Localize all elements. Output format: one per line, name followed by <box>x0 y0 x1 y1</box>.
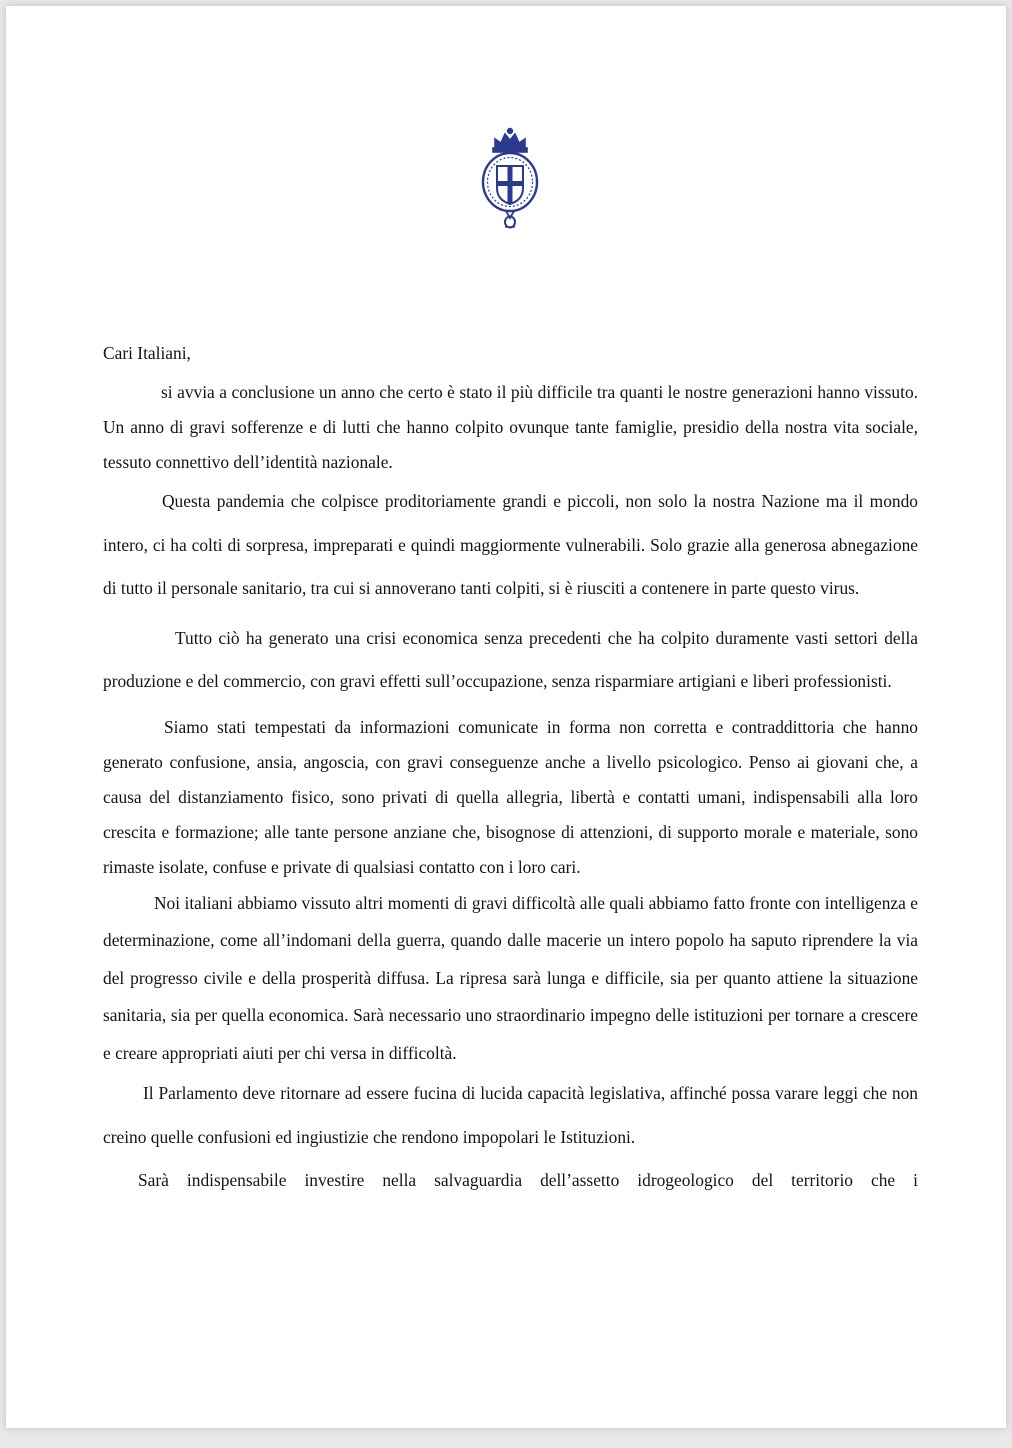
letter-paragraph-7: Sarà indispensabile investire nella salvaguardia dell’assetto idrogeologico del territorio che i <box>138 1170 918 1190</box>
letter-paragraph-1: si avvia a conclusione un anno che certo è stato il più difficile tra quanti le nostre generazioni hanno vissuto. Un anno di gravi sofferenze e di lutti che hanno colpito ovunque tante famiglie, presidio della nostra vita sociale, tessuto connettivo dell’identità nazionale. <box>103 382 918 472</box>
letter-paragraph-6: Il Parlamento deve ritornare ad essere fucina di lucida capacità legislativa, affinché possa varare leggi che non creino quelle confusioni ed ingiustizie che rendono impopolari le Istituzioni. <box>103 1083 918 1147</box>
letter-greeting: Cari Italiani, <box>103 343 191 363</box>
letter-paragraph-3: Tutto ciò ha generato una crisi economica senza precedenti che ha colpito duramente vasti settori della produzione e del commercio, con gravi effetti sull’occupazione, senza risparmiare artigiani e liberi professionisti. <box>103 627 918 691</box>
savoy-crowned-shield-icon <box>478 126 542 230</box>
letter-paragraph-2: Questa pandemia che colpisce proditoriamente grandi e piccoli, non solo la nostra Nazione ma il mondo intero, ci ha colti di sorpresa, impreparati e quindi maggiormente vulnerabili. Solo grazie alla generosa abnegazione di tutto il personale sanitario, tra cui si annoverano tanti colpiti, si è riusciti a contenere in parte questo virus. <box>103 491 918 598</box>
letter-page <box>6 6 1006 1428</box>
letter-paragraph-4: Siamo stati tempestati da informazioni comunicate in forma non corretta e contraddittoria che hanno generato confusione, ansia, angoscia, con gravi conseguenze anche a livello psicologico. Penso ai giovani che, a causa del distanziamento fisico, sono privati di quella allegria, libertà e contatti umani, indispensabili alla loro crescita e formazione; alle tante persone anziane che, bisognose di attenzioni, di supporto morale e materiale, sono rimaste isolate, confuse e private di qualsiasi contatto con i loro cari. <box>103 716 918 877</box>
letter-body <box>103 336 918 1198</box>
letter-paragraph-5: Noi italiani abbiamo vissuto altri momenti di gravi difficoltà alle quali abbiamo fatto fronte con intelligenza e determinazione, come all’indomani della guerra, quando dalle macerie un intero popolo ha saputo riprendere la via del progresso civile e della prosperità diffusa. La ripresa sarà lunga e difficile, sia per quanto attiene la situazione sanitaria, sia per quella economica. Sarà necessario uno straordinario impegno delle istituzioni per tornare a crescere e creare appropriati aiuti per chi versa in difficoltà. <box>103 892 918 1063</box>
